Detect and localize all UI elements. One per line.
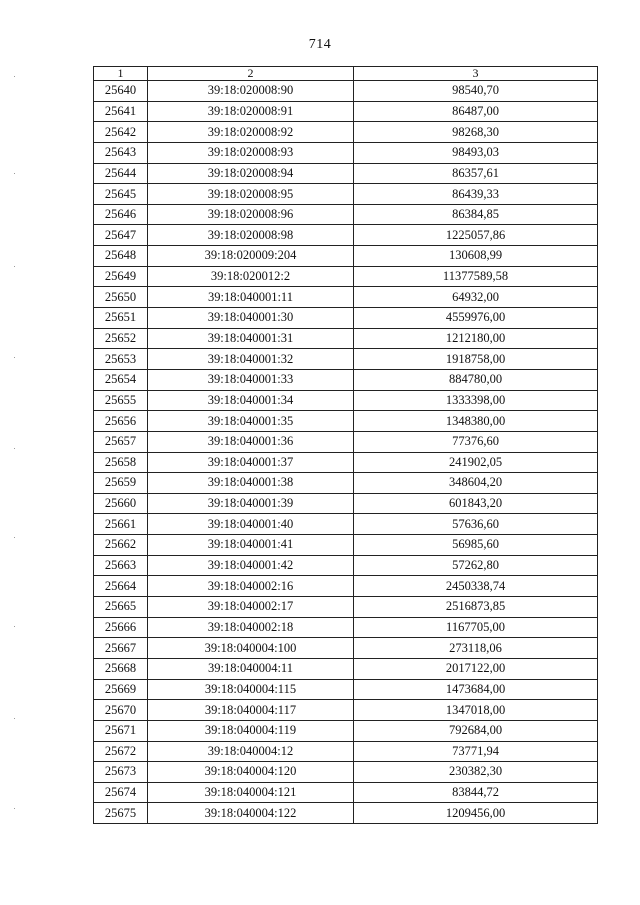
row-number-cell: 25642 <box>94 122 148 143</box>
cadastral-value-cell: 1348380,00 <box>354 411 598 432</box>
table-row <box>94 555 598 576</box>
table-row <box>94 514 598 535</box>
cadastral-value-cell: 2516873,85 <box>354 597 598 618</box>
row-number-cell: 25654 <box>94 369 148 390</box>
row-number-cell: 25647 <box>94 225 148 246</box>
cadastral-value-cell: 98268,30 <box>354 122 598 143</box>
cadastral-value-cell: 98540,70 <box>354 81 598 102</box>
cadastral-number-cell: 39:18:020008:91 <box>148 101 354 122</box>
table-row <box>94 700 598 721</box>
margin-speck <box>14 808 15 809</box>
cadastral-value-cell: 1167705,00 <box>354 617 598 638</box>
table-row <box>94 184 598 205</box>
cadastral-value-cell: 73771,94 <box>354 741 598 762</box>
cadastral-number-cell: 39:18:040002:18 <box>148 617 354 638</box>
cadastral-number-cell: 39:18:040001:34 <box>148 390 354 411</box>
cadastral-number-cell: 39:18:020008:98 <box>148 225 354 246</box>
table-row <box>94 720 598 741</box>
cadastral-number-cell: 39:18:020008:94 <box>148 163 354 184</box>
margin-speck <box>14 718 15 719</box>
page-number: 714 <box>308 37 332 52</box>
cadastral-number-cell: 39:18:040001:11 <box>148 287 354 308</box>
row-number-cell: 25640 <box>94 81 148 102</box>
table-row <box>94 535 598 556</box>
row-number-cell: 25649 <box>94 266 148 287</box>
table-row <box>94 204 598 225</box>
cadastral-value-cell: 86487,00 <box>354 101 598 122</box>
margin-speck <box>14 537 15 538</box>
cadastral-value-cell: 57636,60 <box>354 514 598 535</box>
column-header-1: 1 <box>94 67 148 81</box>
cadastral-value-cell: 130608,99 <box>354 246 598 267</box>
table-row <box>94 225 598 246</box>
table-row <box>94 679 598 700</box>
cadastral-value-cell: 56985,60 <box>354 535 598 556</box>
row-number-cell: 25641 <box>94 101 148 122</box>
row-number-cell: 25668 <box>94 658 148 679</box>
row-number-cell: 25645 <box>94 184 148 205</box>
cadastral-value-cell: 1333398,00 <box>354 390 598 411</box>
row-number-cell: 25671 <box>94 720 148 741</box>
margin-speck <box>14 173 15 174</box>
table-body <box>94 81 598 824</box>
row-number-cell: 25646 <box>94 204 148 225</box>
row-number-cell: 25672 <box>94 741 148 762</box>
table-header <box>94 67 598 81</box>
margin-speck <box>14 266 15 267</box>
row-number-cell: 25661 <box>94 514 148 535</box>
row-number-cell: 25648 <box>94 246 148 267</box>
cadastral-number-cell: 39:18:040004:120 <box>148 762 354 783</box>
cadastral-number-cell: 39:18:020012:2 <box>148 266 354 287</box>
cadastral-value-cell: 1212180,00 <box>354 328 598 349</box>
cadastral-number-cell: 39:18:040001:30 <box>148 308 354 329</box>
table-row <box>94 762 598 783</box>
row-number-cell: 25643 <box>94 142 148 163</box>
row-number-cell: 25656 <box>94 411 148 432</box>
cadastral-value-cell: 77376,60 <box>354 431 598 452</box>
row-number-cell: 25651 <box>94 308 148 329</box>
cadastral-value-cell: 792684,00 <box>354 720 598 741</box>
row-number-cell: 25657 <box>94 431 148 452</box>
cadastral-number-cell: 39:18:020008:96 <box>148 204 354 225</box>
row-number-cell: 25659 <box>94 473 148 494</box>
cadastral-value-cell: 230382,30 <box>354 762 598 783</box>
table-row <box>94 122 598 143</box>
table-row <box>94 246 598 267</box>
cadastral-number-cell: 39:18:040004:122 <box>148 803 354 824</box>
table-row <box>94 81 598 102</box>
table-row <box>94 431 598 452</box>
margin-speck <box>14 76 15 77</box>
cadastral-value-cell: 4559976,00 <box>354 308 598 329</box>
cadastral-number-cell: 39:18:040001:36 <box>148 431 354 452</box>
row-number-cell: 25658 <box>94 452 148 473</box>
row-number-cell: 25653 <box>94 349 148 370</box>
table-row <box>94 101 598 122</box>
cadastral-value-cell: 86357,61 <box>354 163 598 184</box>
cadastral-number-cell: 39:18:040001:39 <box>148 493 354 514</box>
cadastral-number-cell: 39:18:040001:33 <box>148 369 354 390</box>
row-number-cell: 25667 <box>94 638 148 659</box>
cadastral-value-cell: 601843,20 <box>354 493 598 514</box>
row-number-cell: 25675 <box>94 803 148 824</box>
table-row <box>94 473 598 494</box>
row-number-cell: 25664 <box>94 576 148 597</box>
cadastral-number-cell: 39:18:040001:40 <box>148 514 354 535</box>
table-row <box>94 741 598 762</box>
header-row <box>94 67 598 81</box>
table-row <box>94 411 598 432</box>
cadastral-number-cell: 39:18:040004:121 <box>148 782 354 803</box>
row-number-cell: 25655 <box>94 390 148 411</box>
row-number-cell: 25660 <box>94 493 148 514</box>
margin-speck <box>14 626 15 627</box>
table-row <box>94 266 598 287</box>
table-row <box>94 658 598 679</box>
cadastral-value-cell: 86439,33 <box>354 184 598 205</box>
row-number-cell: 25662 <box>94 535 148 556</box>
table-row <box>94 617 598 638</box>
cadastral-value-cell: 1918758,00 <box>354 349 598 370</box>
cadastral-number-cell: 39:18:040001:31 <box>148 328 354 349</box>
cadastral-number-cell: 39:18:020009:204 <box>148 246 354 267</box>
cadastral-value-cell: 11377589,58 <box>354 266 598 287</box>
cadastral-value-cell: 86384,85 <box>354 204 598 225</box>
column-header-3: 3 <box>354 67 598 81</box>
cadastral-value-table <box>93 66 598 824</box>
cadastral-number-cell: 39:18:040004:100 <box>148 638 354 659</box>
cadastral-value-cell: 273118,06 <box>354 638 598 659</box>
cadastral-value-cell: 64932,00 <box>354 287 598 308</box>
row-number-cell: 25666 <box>94 617 148 638</box>
row-number-cell: 25663 <box>94 555 148 576</box>
row-number-cell: 25652 <box>94 328 148 349</box>
table-row <box>94 287 598 308</box>
cadastral-value-cell: 884780,00 <box>354 369 598 390</box>
cadastral-value-cell: 83844,72 <box>354 782 598 803</box>
cadastral-number-cell: 39:18:040001:37 <box>148 452 354 473</box>
cadastral-number-cell: 39:18:020008:90 <box>148 81 354 102</box>
cadastral-value-cell: 1473684,00 <box>354 679 598 700</box>
cadastral-number-cell: 39:18:040004:119 <box>148 720 354 741</box>
cadastral-number-cell: 39:18:020008:95 <box>148 184 354 205</box>
table-row <box>94 163 598 184</box>
table-row <box>94 452 598 473</box>
cadastral-number-cell: 39:18:020008:93 <box>148 142 354 163</box>
column-header-2: 2 <box>148 67 354 81</box>
cadastral-number-cell: 39:18:040002:16 <box>148 576 354 597</box>
cadastral-number-cell: 39:18:040001:38 <box>148 473 354 494</box>
cadastral-value-cell: 1209456,00 <box>354 803 598 824</box>
cadastral-number-cell: 39:18:040001:35 <box>148 411 354 432</box>
row-number-cell: 25674 <box>94 782 148 803</box>
row-number-cell: 25673 <box>94 762 148 783</box>
cadastral-number-cell: 39:18:040004:115 <box>148 679 354 700</box>
cadastral-number-cell: 39:18:020008:92 <box>148 122 354 143</box>
cadastral-number-cell: 39:18:040001:42 <box>148 555 354 576</box>
cadastral-number-cell: 39:18:040004:11 <box>148 658 354 679</box>
cadastral-number-cell: 39:18:040002:17 <box>148 597 354 618</box>
cadastral-number-cell: 39:18:040004:12 <box>148 741 354 762</box>
margin-speck <box>14 357 15 358</box>
table-row <box>94 597 598 618</box>
row-number-cell: 25670 <box>94 700 148 721</box>
cadastral-value-cell: 2450338,74 <box>354 576 598 597</box>
cadastral-value-cell: 1225057,86 <box>354 225 598 246</box>
row-number-cell: 25644 <box>94 163 148 184</box>
cadastral-value-cell: 57262,80 <box>354 555 598 576</box>
table-row <box>94 576 598 597</box>
table-row <box>94 803 598 824</box>
cadastral-value-cell: 1347018,00 <box>354 700 598 721</box>
cadastral-number-cell: 39:18:040001:32 <box>148 349 354 370</box>
cadastral-value-cell: 348604,20 <box>354 473 598 494</box>
cadastral-value-cell: 98493,03 <box>354 142 598 163</box>
table-row <box>94 782 598 803</box>
row-number-cell: 25665 <box>94 597 148 618</box>
cadastral-number-cell: 39:18:040004:117 <box>148 700 354 721</box>
table-row <box>94 349 598 370</box>
cadastral-value-cell: 2017122,00 <box>354 658 598 679</box>
table-row <box>94 638 598 659</box>
row-number-cell: 25650 <box>94 287 148 308</box>
table-row <box>94 142 598 163</box>
margin-speck <box>14 448 15 449</box>
cadastral-value-cell: 241902,05 <box>354 452 598 473</box>
cadastral-number-cell: 39:18:040001:41 <box>148 535 354 556</box>
table-row <box>94 390 598 411</box>
table-row <box>94 308 598 329</box>
row-number-cell: 25669 <box>94 679 148 700</box>
table-row <box>94 328 598 349</box>
table-row <box>94 493 598 514</box>
table-row <box>94 369 598 390</box>
